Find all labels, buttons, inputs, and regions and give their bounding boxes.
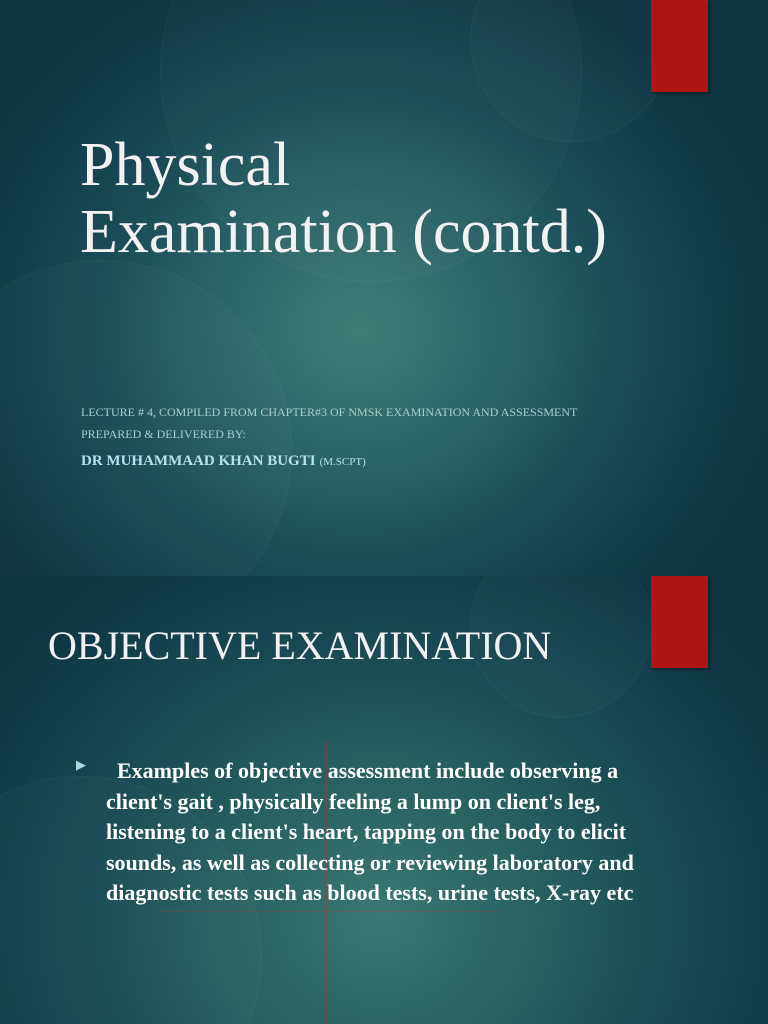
prepared-by-label: PREPARED & DELIVERED BY: — [81, 427, 246, 441]
accent-bar — [651, 0, 708, 92]
guide-line-horizontal — [160, 911, 500, 912]
bullet-item — [76, 756, 636, 909]
author-credential: (M.SCPT) — [319, 456, 366, 468]
bullet-text: Examples of objective assessment include observing a client's gait , physically feeling a lump on client's leg, listening to a client's heart, tapping on the body to elicit sounds, as well as collecting or reviewing laboratory and diagnostic tests such as blood tests, urine tests, X-ray etc — [106, 758, 634, 905]
accent-bar — [651, 576, 708, 668]
lecture-info: LECTURE # 4, COMPILED FROM CHAPTER#3 OF NMSK EXAMINATION AND ASSESSMENT — [81, 405, 578, 419]
author-line — [81, 452, 366, 470]
author-name: DR MUHAMMAAD KHAN BUGTI — [81, 453, 316, 469]
slide-title: Physical Examination (contd.) — [80, 131, 607, 266]
triangle-right-icon: ▶ — [76, 758, 86, 773]
slide-heading: OBJECTIVE EXAMINATION — [48, 623, 552, 668]
content-slide — [0, 576, 768, 1024]
